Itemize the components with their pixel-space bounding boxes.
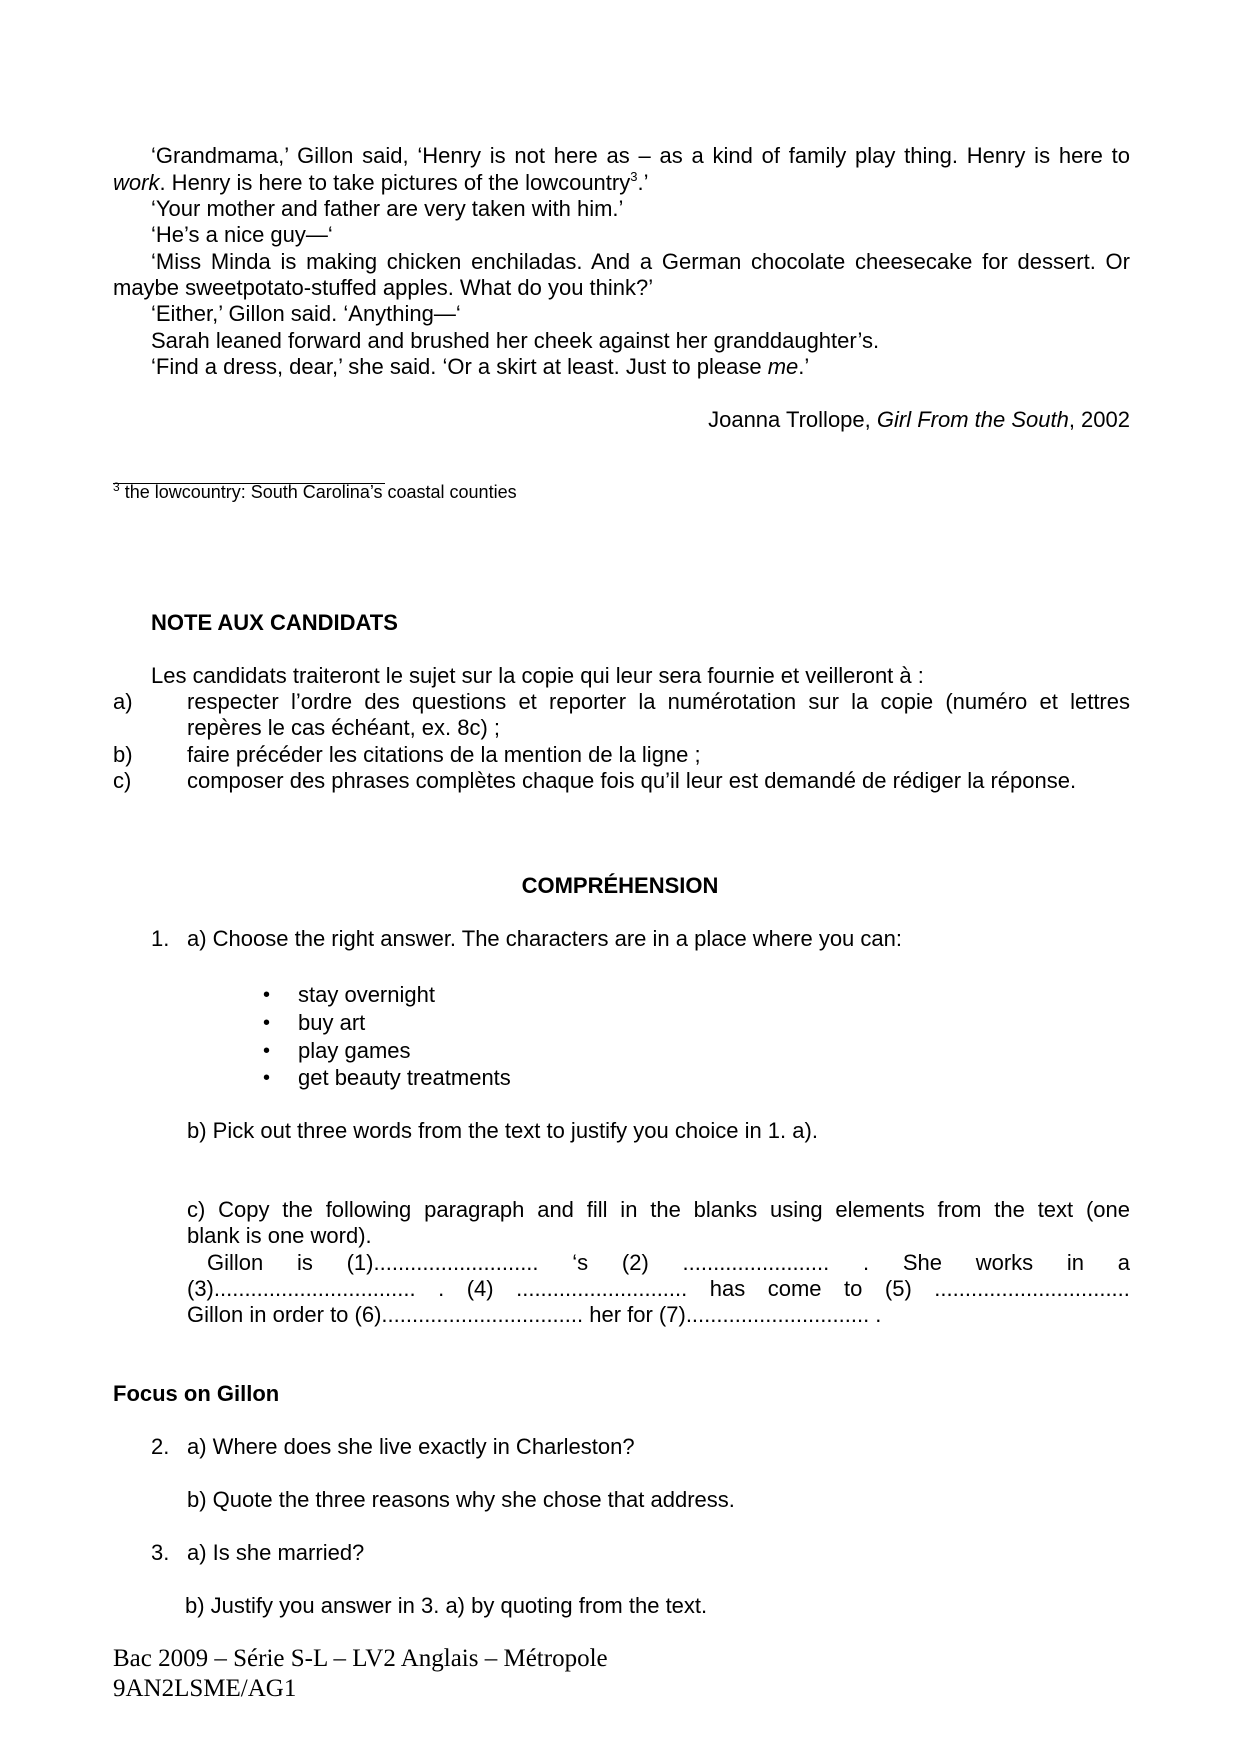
note-heading: NOTE AUX CANDIDATS bbox=[151, 610, 398, 635]
footnote-number: 3 bbox=[113, 480, 120, 494]
footer-code: 9AN2LSME/AG1 bbox=[113, 1675, 297, 1702]
bullet-icon: • bbox=[263, 1012, 271, 1034]
citation-year: , 2002 bbox=[1068, 407, 1130, 432]
excerpt-line: ‘Your mother and father are very taken with him.’ bbox=[151, 196, 624, 221]
footnote-text: the lowcountry: South Carolina’s coastal counties bbox=[119, 482, 517, 502]
question-2a: a) Where does she live exactly in Charleston? bbox=[187, 1434, 635, 1459]
question-1c: c) Copy the following paragraph and fill in the blanks using elements from the text (one bbox=[187, 1197, 1130, 1222]
footnote bbox=[113, 482, 517, 503]
emphasis-work: work bbox=[113, 170, 160, 195]
excerpt-text: .’ bbox=[798, 354, 810, 379]
focus-heading: Focus on Gillon bbox=[113, 1381, 280, 1406]
fill-word: is bbox=[296, 1250, 313, 1275]
excerpt-line: ‘He’s a nice guy—‘ bbox=[151, 222, 333, 247]
citation bbox=[708, 407, 1130, 433]
comprehension-heading: COMPRÉHENSION bbox=[521, 873, 719, 898]
question-number: 3. bbox=[151, 1540, 170, 1565]
fill-word: She bbox=[902, 1250, 942, 1275]
excerpt-line: ‘Grandmama,’ Gillon said, ‘Henry is not here as – as a kind of family play thing. Henry is here to bbox=[151, 143, 1130, 168]
fill-line: Gillon in order to (6)................................. her for (7).............................. . bbox=[187, 1302, 882, 1327]
fill-blank: ........................ bbox=[682, 1250, 830, 1275]
excerpt-text: . Henry is here to take pictures of the lowcountry bbox=[159, 170, 631, 195]
note-item-marker: b) bbox=[113, 742, 133, 767]
fill-word: a bbox=[1117, 1250, 1130, 1275]
question-1b: b) Pick out three words from the text to justify you choice in 1. a). bbox=[187, 1118, 818, 1143]
excerpt-line bbox=[113, 170, 648, 196]
fill-line bbox=[187, 1276, 1130, 1302]
fill-word: (4) bbox=[466, 1276, 494, 1301]
question-2b: b) Quote the three reasons why she chose that address. bbox=[187, 1487, 735, 1512]
fill-word: (2) bbox=[621, 1250, 649, 1275]
note-item-text: composer des phrases complètes chaque fois qu’il leur est demandé de rédiger la réponse. bbox=[187, 768, 1077, 793]
option-item: get beauty treatments bbox=[298, 1065, 511, 1090]
emphasis-me: me bbox=[767, 354, 799, 379]
fill-word: to bbox=[844, 1276, 863, 1301]
footer-line: Bac 2009 – Série S-L – LV2 Anglais – Métropole bbox=[113, 1645, 608, 1672]
question-number: 1. bbox=[151, 926, 170, 951]
fill-line bbox=[207, 1250, 1130, 1276]
option-item: buy art bbox=[298, 1010, 366, 1035]
fill-word: Gillon bbox=[207, 1250, 264, 1275]
excerpt-line: maybe sweetpotato-stuffed apples. What do you think?’ bbox=[113, 275, 654, 300]
fill-blank: (1)........................... bbox=[346, 1250, 539, 1275]
option-item: stay overnight bbox=[298, 982, 435, 1007]
excerpt-text: .’ bbox=[637, 170, 649, 195]
question-number: 2. bbox=[151, 1434, 170, 1459]
bullet-icon: • bbox=[263, 1067, 271, 1089]
fill-word: come bbox=[767, 1276, 822, 1301]
question-1c: blank is one word). bbox=[187, 1223, 372, 1248]
excerpt-line: Sarah leaned forward and brushed her cheek against her granddaughter’s. bbox=[151, 328, 880, 353]
excerpt-line: ‘Either,’ Gillon said. ‘Anything—‘ bbox=[151, 301, 461, 326]
question-1a: a) Choose the right answer. The characters are in a place where you can: bbox=[187, 926, 902, 951]
excerpt-line bbox=[151, 354, 809, 380]
citation-title: Girl From the South bbox=[876, 407, 1069, 432]
question-3b: b) Justify you answer in 3. a) by quoting from the text. bbox=[185, 1593, 708, 1618]
bullet-icon: • bbox=[263, 1040, 271, 1062]
option-item: play games bbox=[298, 1038, 411, 1063]
excerpt-line: ‘Miss Minda is making chicken enchiladas. And a German chocolate cheesecake for dessert. Or bbox=[151, 249, 1130, 274]
note-item-text: repères le cas échéant, ex. 8c) ; bbox=[187, 715, 501, 740]
note-item-marker: a) bbox=[113, 689, 133, 714]
fill-word: works bbox=[975, 1250, 1034, 1275]
fill-word: (5) bbox=[884, 1276, 912, 1301]
fill-word: has bbox=[709, 1276, 746, 1301]
fill-blank: ................................ bbox=[934, 1276, 1130, 1301]
question-3a: a) Is she married? bbox=[187, 1540, 365, 1565]
citation-author: Joanna Trollope, bbox=[708, 407, 877, 432]
note-item-text: respecter l’ordre des questions et reporter la numérotation sur la copie (numéro et lettres bbox=[187, 689, 1130, 714]
fill-word: in bbox=[1066, 1250, 1085, 1275]
excerpt-text: ‘Find a dress, dear,’ she said. ‘Or a skirt at least. Just to please bbox=[151, 354, 768, 379]
bullet-icon: • bbox=[263, 984, 271, 1006]
fill-word: . bbox=[438, 1276, 445, 1301]
note-intro: Les candidats traiteront le sujet sur la copie qui leur sera fournie et veilleront à : bbox=[151, 663, 924, 688]
fill-blank: ............................ bbox=[516, 1276, 688, 1301]
note-item-marker: c) bbox=[113, 768, 132, 793]
fill-word: . bbox=[862, 1250, 870, 1275]
footnote-ref: 3 bbox=[630, 169, 638, 184]
note-item-text: faire précéder les citations de la mention de la ligne ; bbox=[187, 742, 701, 767]
fill-word: ‘s bbox=[572, 1250, 589, 1275]
fill-blank: (3)................................. bbox=[187, 1276, 416, 1301]
